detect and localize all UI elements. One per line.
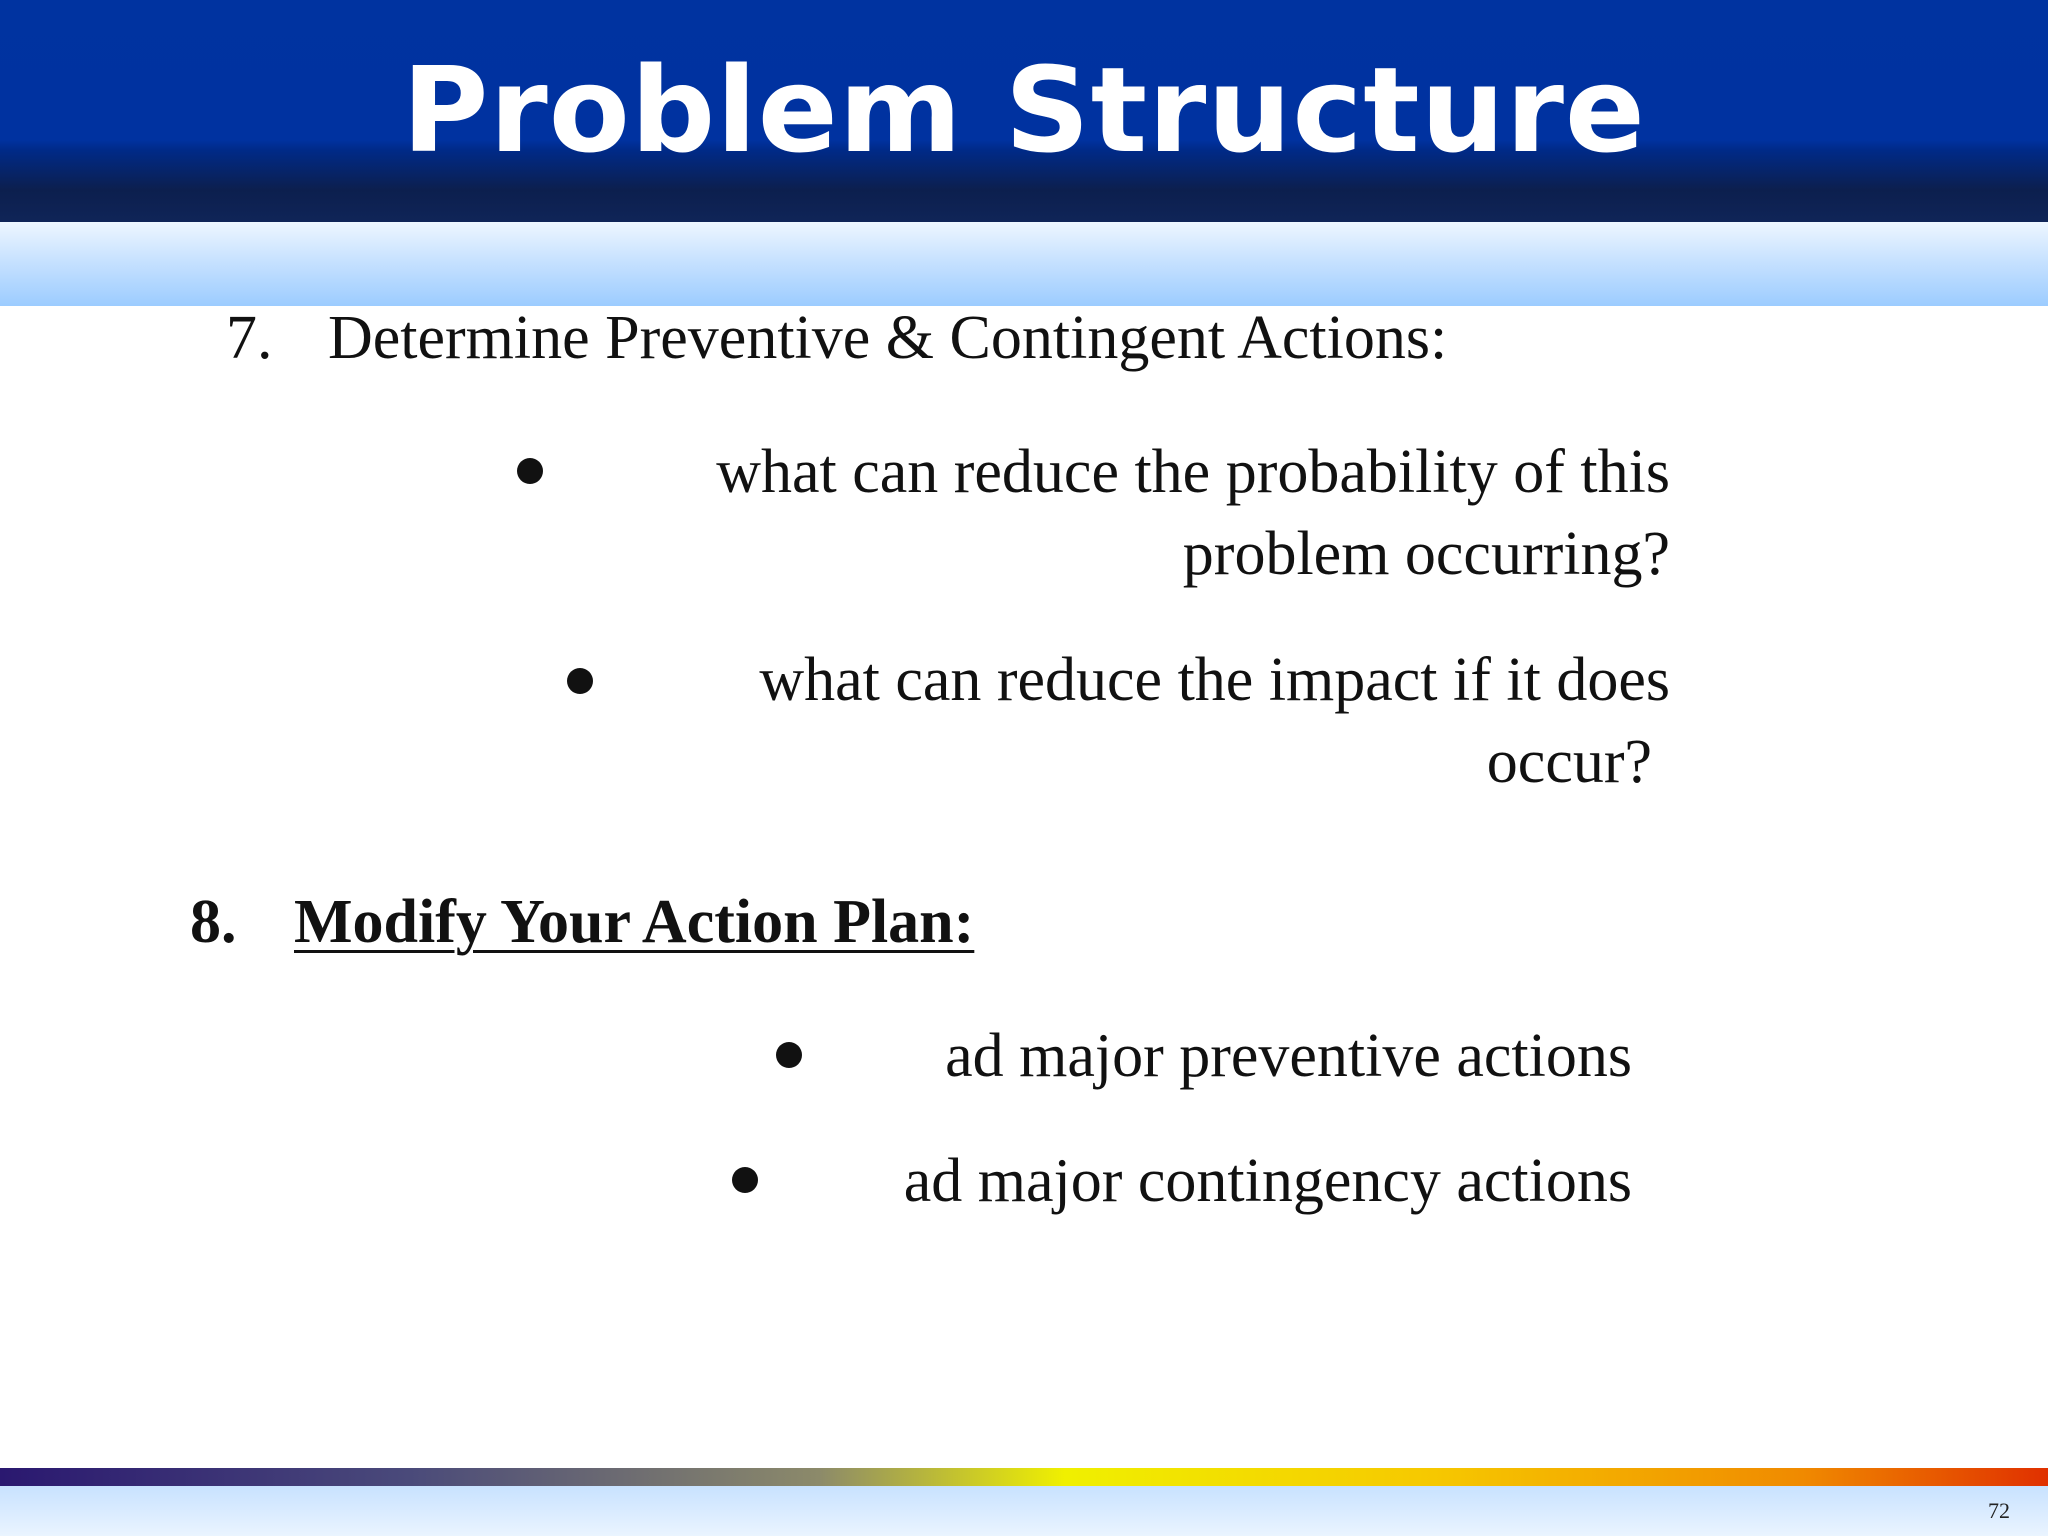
bullet-dot [776,1042,802,1068]
step-7-heading: Determine Preventive & Contingent Actions: [328,304,1448,372]
step-8-bullet-1: ad major preventive actions [945,1022,1632,1090]
slide-title: Problem Structure [402,41,1646,179]
page-number: 72 [1988,1498,2010,1523]
step-8-number: 8. [190,888,237,956]
bullet-dot [517,458,543,484]
bullet-dot [732,1167,758,1193]
step-7-number: 7. [226,304,273,372]
step-8-bullet-2: ad major contingency actions [903,1147,1632,1215]
step-7-bullet-2-line-2: occur? [1486,728,1652,796]
step-7-bullet-2-line-1: what can reduce the impact if it does [759,646,1670,714]
step-7-bullet-1-line-1: what can reduce the probability of this [716,438,1670,506]
header-gradient-band [0,222,2048,306]
footer-color-bar [0,1468,2048,1486]
step-7-bullet-1-line-2: problem occurring? [1182,520,1670,588]
step-8-heading: Modify Your Action Plan: [294,888,975,956]
footer-gradient-band [0,1486,2048,1536]
bullet-dot [567,668,593,694]
